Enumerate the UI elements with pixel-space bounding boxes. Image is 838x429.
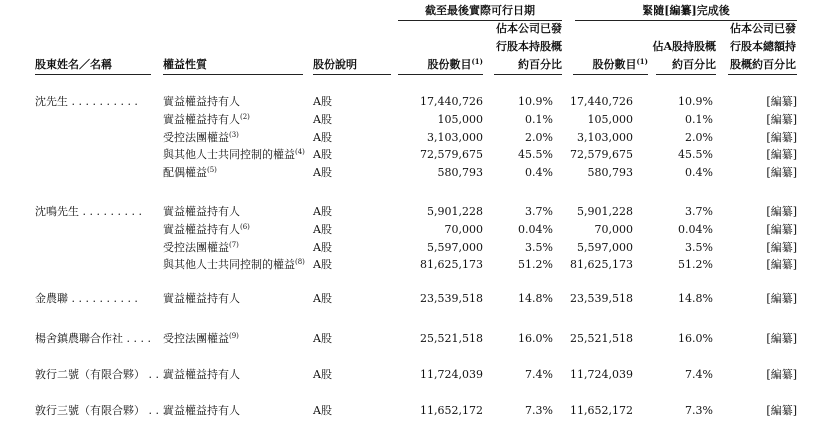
pct-total-redacted: [編纂] (766, 332, 797, 345)
header-pct3-line3: 股概約百分比 (730, 58, 796, 71)
rule-pct-a (656, 74, 716, 75)
footnote-mark: (2) (240, 112, 250, 121)
footnote-mark: (9) (229, 332, 239, 340)
share-class: A股 (313, 166, 332, 180)
interest-nature (163, 223, 250, 237)
rule-nature (163, 74, 303, 75)
pct-a-share: 0.04% (678, 222, 713, 236)
header-shares-latest (380, 58, 483, 72)
interest-nature (163, 166, 217, 180)
group-header-latest-date: 截至最後實際可行日期 (425, 4, 535, 17)
footnote-mark: (5) (207, 166, 217, 175)
shares-latest: 72,579,675 (420, 148, 483, 162)
header-nature: 權益性質 (163, 58, 207, 71)
header-note-mark-1: (1) (471, 57, 483, 66)
group-header-rule-latest (398, 20, 562, 21)
interest-nature-text: 受控法團權益 (163, 332, 229, 345)
interest-nature (163, 368, 240, 382)
header-pct1-line3: 約百分比 (518, 58, 562, 71)
pct-a-share: 3.7% (685, 205, 713, 218)
interest-nature-text: 受控法團權益 (163, 240, 229, 254)
share-class: A股 (313, 130, 332, 144)
pct-total-redacted: [編纂] (766, 222, 797, 236)
pct-total-redacted: [編纂] (766, 112, 797, 126)
shares-after: 11,724,039 (570, 368, 633, 381)
shareholder-name-text: 金農聯 (35, 292, 68, 305)
pct-latest: 0.04% (518, 222, 553, 236)
pct-latest: 3.7% (525, 205, 553, 218)
pct-latest: 16.0% (518, 332, 553, 345)
pct-a-share: 2.0% (685, 130, 713, 144)
header-pct3-line2: 行股本總額持 (730, 40, 796, 53)
shareholder-name (35, 205, 142, 219)
interest-nature (163, 404, 240, 418)
interest-nature-text: 實益權益持有人 (163, 95, 240, 108)
share-class: A股 (313, 258, 332, 272)
pct-latest: 2.0% (525, 130, 553, 144)
interest-nature-text: 實益權益持有人 (163, 292, 240, 305)
rule-pct-latest (494, 74, 562, 75)
pct-latest: 0.4% (525, 166, 553, 180)
pct-latest: 7.3% (525, 404, 553, 417)
rule-shares-after (573, 74, 648, 75)
shareholder-name-text: 沈鳴先生 (35, 205, 79, 218)
shares-after: 105,000 (587, 112, 633, 126)
pct-total-redacted: [編纂] (766, 258, 797, 272)
leader-dots: . . . . . . . . . . (68, 292, 138, 305)
header-note-mark-2: (1) (636, 57, 648, 66)
shares-latest: 11,652,172 (420, 404, 483, 417)
footnote-mark: (4) (295, 148, 305, 157)
pct-total-redacted: [編纂] (766, 292, 797, 305)
pct-latest: 51.2% (518, 258, 553, 272)
pct-latest: 7.4% (525, 368, 553, 381)
footnote-mark: (3) (229, 130, 239, 139)
shares-after: 17,440,726 (570, 95, 633, 108)
pct-total-redacted: [編纂] (766, 148, 797, 162)
shares-latest: 3,103,000 (427, 130, 483, 144)
shares-latest: 5,901,228 (427, 205, 483, 218)
shares-latest: 105,000 (437, 112, 483, 126)
share-class: A股 (313, 205, 332, 218)
share-class: A股 (313, 148, 332, 162)
header-pct2-line1: 佔A股持股概 (652, 40, 716, 53)
shares-latest: 70,000 (444, 222, 483, 236)
interest-nature-text: 實益權益持有人 (163, 222, 240, 236)
pct-latest: 3.5% (525, 240, 553, 254)
shares-after: 5,901,228 (577, 205, 633, 218)
shares-after: 580,793 (587, 166, 633, 180)
shares-latest: 11,724,039 (420, 368, 483, 381)
footnote-mark: (7) (229, 240, 239, 249)
pct-a-share: 0.1% (685, 112, 713, 126)
share-class: A股 (313, 222, 332, 236)
interest-nature (163, 95, 240, 109)
footnote-mark: (6) (240, 222, 250, 231)
rule-class (313, 74, 391, 75)
share-class: A股 (313, 112, 332, 126)
pct-total-redacted: [編纂] (766, 130, 797, 144)
share-class: A股 (313, 368, 332, 381)
shareholder-name (35, 404, 166, 418)
rule-shareholder (35, 74, 151, 75)
interest-nature-text: 受控法團權益 (163, 130, 229, 144)
pct-total-redacted: [編纂] (766, 166, 797, 180)
shares-after: 72,579,675 (570, 148, 633, 162)
interest-nature-text: 實益權益持有人 (163, 205, 240, 218)
pct-total-redacted: [編纂] (766, 205, 797, 218)
pct-latest: 14.8% (518, 292, 553, 305)
share-class: A股 (313, 292, 332, 305)
pct-total-redacted: [編纂] (766, 404, 797, 417)
shareholder-name-text: 敦行二號（有限合夥） (35, 368, 145, 381)
pct-a-share: 3.5% (685, 240, 713, 254)
rule-shares-latest (398, 74, 483, 75)
group-header-rule-after (575, 20, 797, 21)
shares-after: 11,652,172 (570, 404, 633, 417)
interest-nature (163, 241, 239, 255)
interest-nature (163, 131, 239, 145)
pct-latest: 0.1% (525, 112, 553, 126)
pct-total-redacted: [編纂] (766, 368, 797, 381)
header-shares-latest-label: 股份數目 (427, 58, 472, 71)
interest-nature-text: 實益權益持有人 (163, 112, 240, 126)
header-shareholder: 股東姓名／名稱 (35, 58, 112, 71)
share-class: A股 (313, 332, 332, 345)
header-shares-after-label: 股份數目 (592, 58, 637, 71)
shares-latest: 25,521,518 (420, 332, 483, 345)
leader-dots: . . . . . . . . . (79, 205, 142, 218)
shareholder-name (35, 332, 151, 346)
shares-latest: 580,793 (437, 166, 483, 180)
header-class: 股份說明 (313, 58, 357, 71)
pct-a-share: 10.9% (678, 95, 713, 108)
shares-after: 25,521,518 (570, 332, 633, 345)
interest-nature-text: 與其他人士共同控制的權益 (163, 258, 295, 272)
pct-a-share: 51.2% (678, 258, 713, 272)
interest-nature (163, 292, 240, 306)
pct-total-redacted: [編纂] (766, 95, 797, 108)
shareholder-name (35, 368, 166, 382)
interest-nature-text: 實益權益持有人 (163, 368, 240, 381)
header-pct1-line2: 行股本持股概 (496, 40, 562, 53)
leader-dots: . . . (145, 404, 166, 417)
share-class: A股 (313, 240, 332, 254)
shareholder-name (35, 292, 138, 306)
footnote-mark: (8) (295, 258, 305, 267)
pct-a-share: 14.8% (678, 292, 713, 305)
group-header-after-completion: 緊隨[編纂]完成後 (642, 4, 730, 17)
shareholder-name-text: 沈先生 (35, 95, 68, 108)
header-pct3-line1: 佔本公司已發 (730, 22, 796, 35)
pct-a-share: 45.5% (678, 148, 713, 162)
shareholder-name-text: 楊舍鎮農聯合作社 (35, 332, 123, 345)
leader-dots: . . . . . . . . . . (68, 95, 138, 108)
header-pct2-line2: 約百分比 (672, 58, 716, 71)
shares-latest: 5,597,000 (427, 240, 483, 254)
interest-nature (163, 113, 250, 127)
shares-latest: 23,539,518 (420, 292, 483, 305)
header-pct1-line1: 佔本公司已發 (496, 22, 562, 35)
shares-after: 70,000 (594, 222, 633, 236)
leader-dots: . . . . (123, 332, 151, 345)
shares-latest: 17,440,726 (420, 95, 483, 108)
pct-a-share: 0.4% (685, 166, 713, 180)
leader-dots: . . . (145, 368, 166, 381)
shares-latest: 81,625,173 (420, 258, 483, 272)
shares-after: 5,597,000 (577, 240, 633, 254)
pct-a-share: 7.4% (685, 368, 713, 381)
shareholder-name (35, 95, 138, 109)
shares-after: 23,539,518 (570, 292, 633, 305)
share-class: A股 (313, 404, 332, 417)
interest-nature (163, 258, 305, 272)
pct-total-redacted: [編纂] (766, 240, 797, 254)
shares-after: 81,625,173 (570, 258, 633, 272)
pct-a-share: 7.3% (685, 404, 713, 417)
interest-nature (163, 332, 239, 346)
pct-a-share: 16.0% (678, 332, 713, 345)
pct-latest: 45.5% (518, 148, 553, 162)
interest-nature (163, 148, 305, 162)
interest-nature-text: 配偶權益 (163, 166, 207, 180)
rule-pct-total (728, 74, 797, 75)
shares-after: 3,103,000 (577, 130, 633, 144)
interest-nature-text: 與其他人士共同控制的權益 (163, 148, 295, 162)
pct-latest: 10.9% (518, 95, 553, 108)
shareholder-name-text: 敦行三號（有限合夥） (35, 404, 145, 417)
interest-nature (163, 205, 240, 219)
interest-nature-text: 實益權益持有人 (163, 404, 240, 417)
share-class: A股 (313, 95, 332, 108)
